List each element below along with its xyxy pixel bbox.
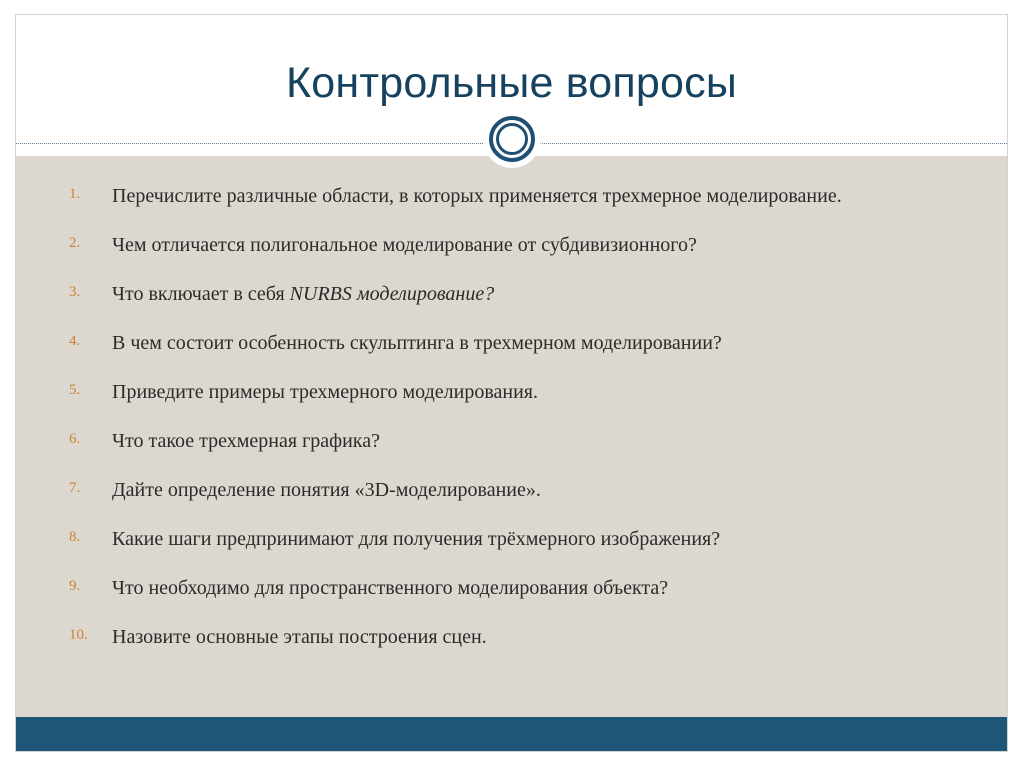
questions-list <box>69 181 979 671</box>
question-number: 7. <box>69 480 81 496</box>
question-item <box>69 622 979 653</box>
question-text: Что такое трехмерная графика? <box>112 430 380 452</box>
question-text-before-italic: Что включает в себя <box>112 283 290 305</box>
question-item <box>69 377 979 408</box>
inner-circle-icon <box>496 123 528 155</box>
footer-band <box>16 717 1007 752</box>
slide <box>15 14 1008 752</box>
question-number: 3. <box>69 284 81 300</box>
question-text: В чем состоит особенность скульптинга в трехмерном моделировании? <box>112 332 722 354</box>
question-item <box>69 524 979 555</box>
question-number: 4. <box>69 333 81 349</box>
question-item <box>69 230 979 261</box>
question-item <box>69 328 979 359</box>
question-item <box>69 181 979 212</box>
question-text: Какие шаги предпринимают для получения трёхмерного изображения? <box>112 528 721 550</box>
question-number: 2. <box>69 235 81 251</box>
question-number: 10. <box>69 627 88 643</box>
page-title: Контрольные вопросы <box>286 59 737 107</box>
question-number: 6. <box>69 431 81 447</box>
question-item <box>69 279 979 310</box>
question-italic-text: NURBS моделирование? <box>289 283 495 305</box>
question-text <box>112 279 979 310</box>
question-text: Чем отличается полигональное моделирование от субдивизионного? <box>112 234 697 256</box>
question-text: Дайте определение понятия «3D-моделирование». <box>112 479 541 501</box>
question-text: Приведите примеры трехмерного моделирования. <box>112 381 538 403</box>
question-item <box>69 573 979 604</box>
question-number: 5. <box>69 382 81 398</box>
question-text: Назовите основные этапы построения сцен. <box>112 626 487 648</box>
question-number: 1. <box>69 186 81 202</box>
question-item <box>69 475 979 506</box>
question-text: Что необходимо для пространственного моделирования объекта? <box>112 577 669 599</box>
question-text: Перечислите различные области, в которых применяется трехмерное моделирование. <box>112 185 842 207</box>
question-number: 9. <box>69 578 81 594</box>
question-number: 8. <box>69 529 81 545</box>
question-item <box>69 426 979 457</box>
